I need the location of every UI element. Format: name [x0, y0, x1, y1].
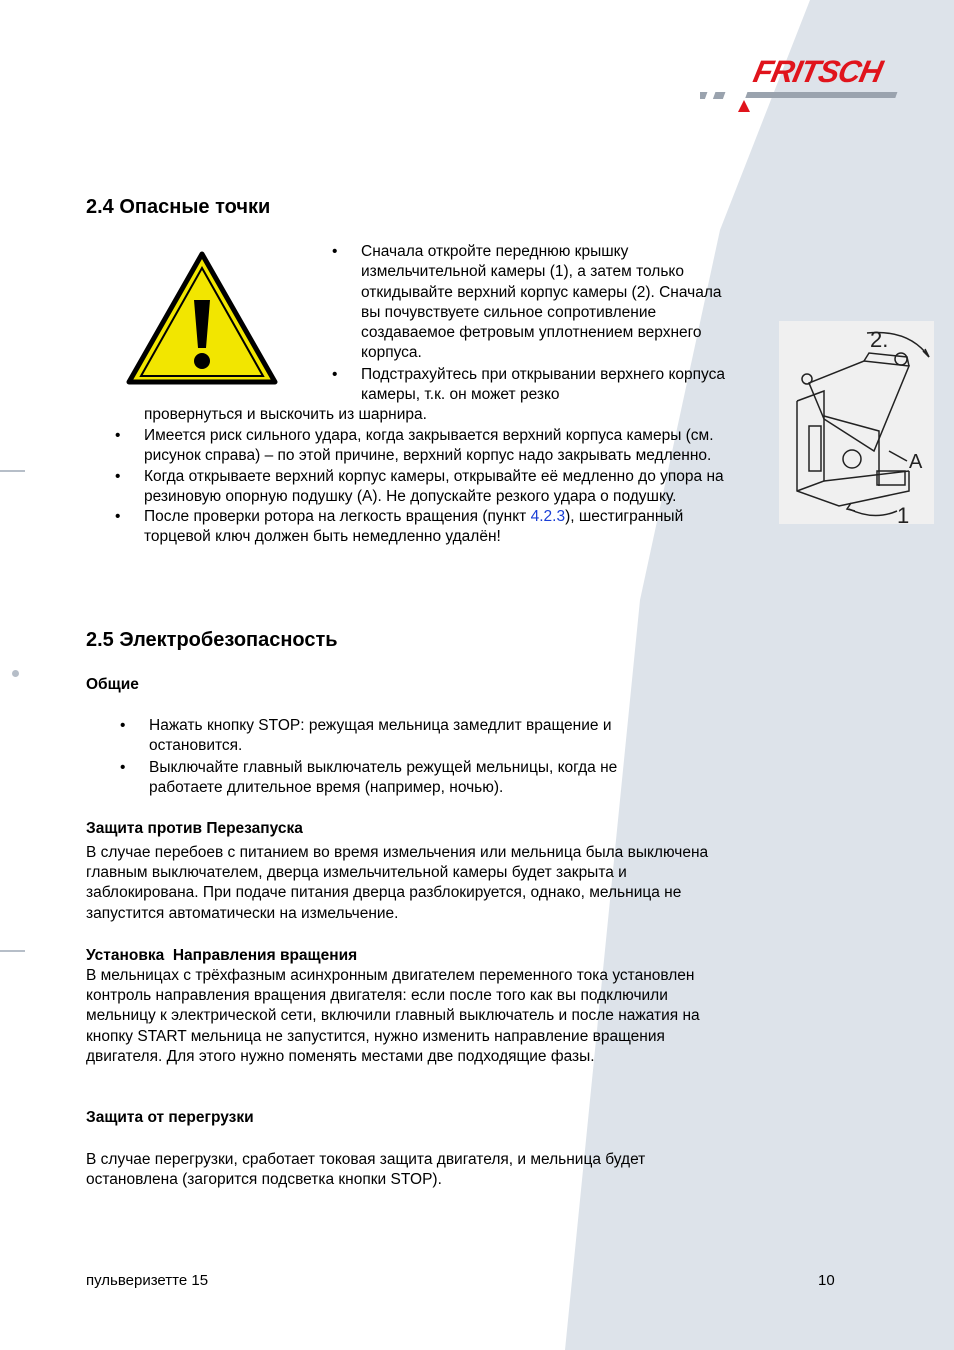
- margin-mark-top: [0, 470, 25, 472]
- hazard-item-5-text-b: ), шестигранный торцевой ключ должен быть немедленно удалён!: [144, 508, 684, 546]
- hazard-item-5-text-a: После проверки ротора на легкость вращения (пункт: [144, 508, 531, 526]
- general-item-2: • Выключайте главный выключатель режущей мельницы, когда не работаете длительное время (например, ночью).: [149, 758, 684, 799]
- section-2-4-title: 2.4 Опасные точки: [86, 196, 271, 218]
- hazard-item-3: • Имеется риск сильного удара, когда закрывается верхний корпуса камеры (см. рисунок справа) – по этой причине, верхний корпус надо закрывать медленно.: [144, 426, 754, 467]
- hazard-item-2-continuation: провернуться и выскочить из шарнира.: [144, 406, 427, 423]
- section-ref-link[interactable]: 4.2.3: [530, 508, 566, 526]
- general-heading: Общие: [86, 676, 139, 693]
- logo-text: FRITSCH: [750, 54, 886, 89]
- margin-mark-bottom: [0, 950, 25, 952]
- overload-text: В случае перегрузки, сработает токовая защита двигателя, и мельница будет остановлена (загорится подсветка кнопки STOP).: [86, 1151, 646, 1189]
- section-2-5-title: 2.5 Электробезопасность: [86, 629, 338, 651]
- figure-label-1: 1: [897, 503, 910, 528]
- hazard-item-4: • Когда открываете верхний корпус камеры, открывайте её медленно до упора на резиновую опорную подушку (А). Не допускайте резкого удара о подушку.: [144, 467, 774, 508]
- machine-figure: [779, 321, 934, 528]
- hazard-item-1: • Сначала откройте переднюю крышку измельчительной камеры (1), а затем только откидывайте верхний корпус камеры (2). Сначала вы почувствуете сильное сопротивление создаваемое фетровым уплотнением верхнего корпуса.: [361, 242, 741, 364]
- figure-label-a: A: [909, 451, 923, 473]
- general-item-1: • Нажать кнопку STOP: режущая мельница замедлит вращение и остановится.: [149, 716, 684, 757]
- fritsch-logo: [700, 52, 915, 116]
- figure-label-2: 2.: [870, 327, 889, 352]
- restart-heading: Защита против Перезапуска: [86, 820, 303, 837]
- hazard-list-top: [361, 242, 741, 405]
- footer-title: пульверизетте 15: [86, 1272, 209, 1289]
- page-number: 10: [818, 1272, 835, 1289]
- hazard-list-bottom: [144, 426, 774, 548]
- hazard-item-2: • Подстрахуйтесь при открывании верхнего корпуса камеры, т.к. он может резко: [361, 365, 741, 406]
- overload-heading: Защита от перегрузки: [86, 1109, 254, 1126]
- machine-drawing: [779, 321, 934, 524]
- margin-dot: [12, 670, 19, 677]
- direction-heading: Установка Направления вращения: [86, 947, 358, 964]
- general-list: [149, 716, 689, 798]
- hazard-item-5: [144, 507, 754, 548]
- direction-text: В мельницах с трёхфазным асинхронным двигателем переменного тока установлен контроль направления вращения двигателя: если после того как вы подключили мельницу к электрической сети, включили главный выключатель и после нажатия на кнопку START мельница не запустится, нужно изменить направление вращения двигателя. Для этого нужно поменять местами две подходящие фазы.: [86, 967, 700, 1065]
- restart-text: В случае перебоев с питанием во время измельчения или мельница была выключена главным выключателем, дверца измельчительной камеры будет закрыта и заблокирована. При подаче питания дверца разблокируется, однако, мельница не запустится автоматически на измельчение.: [86, 844, 709, 922]
- warning-triangle-icon: [124, 248, 280, 388]
